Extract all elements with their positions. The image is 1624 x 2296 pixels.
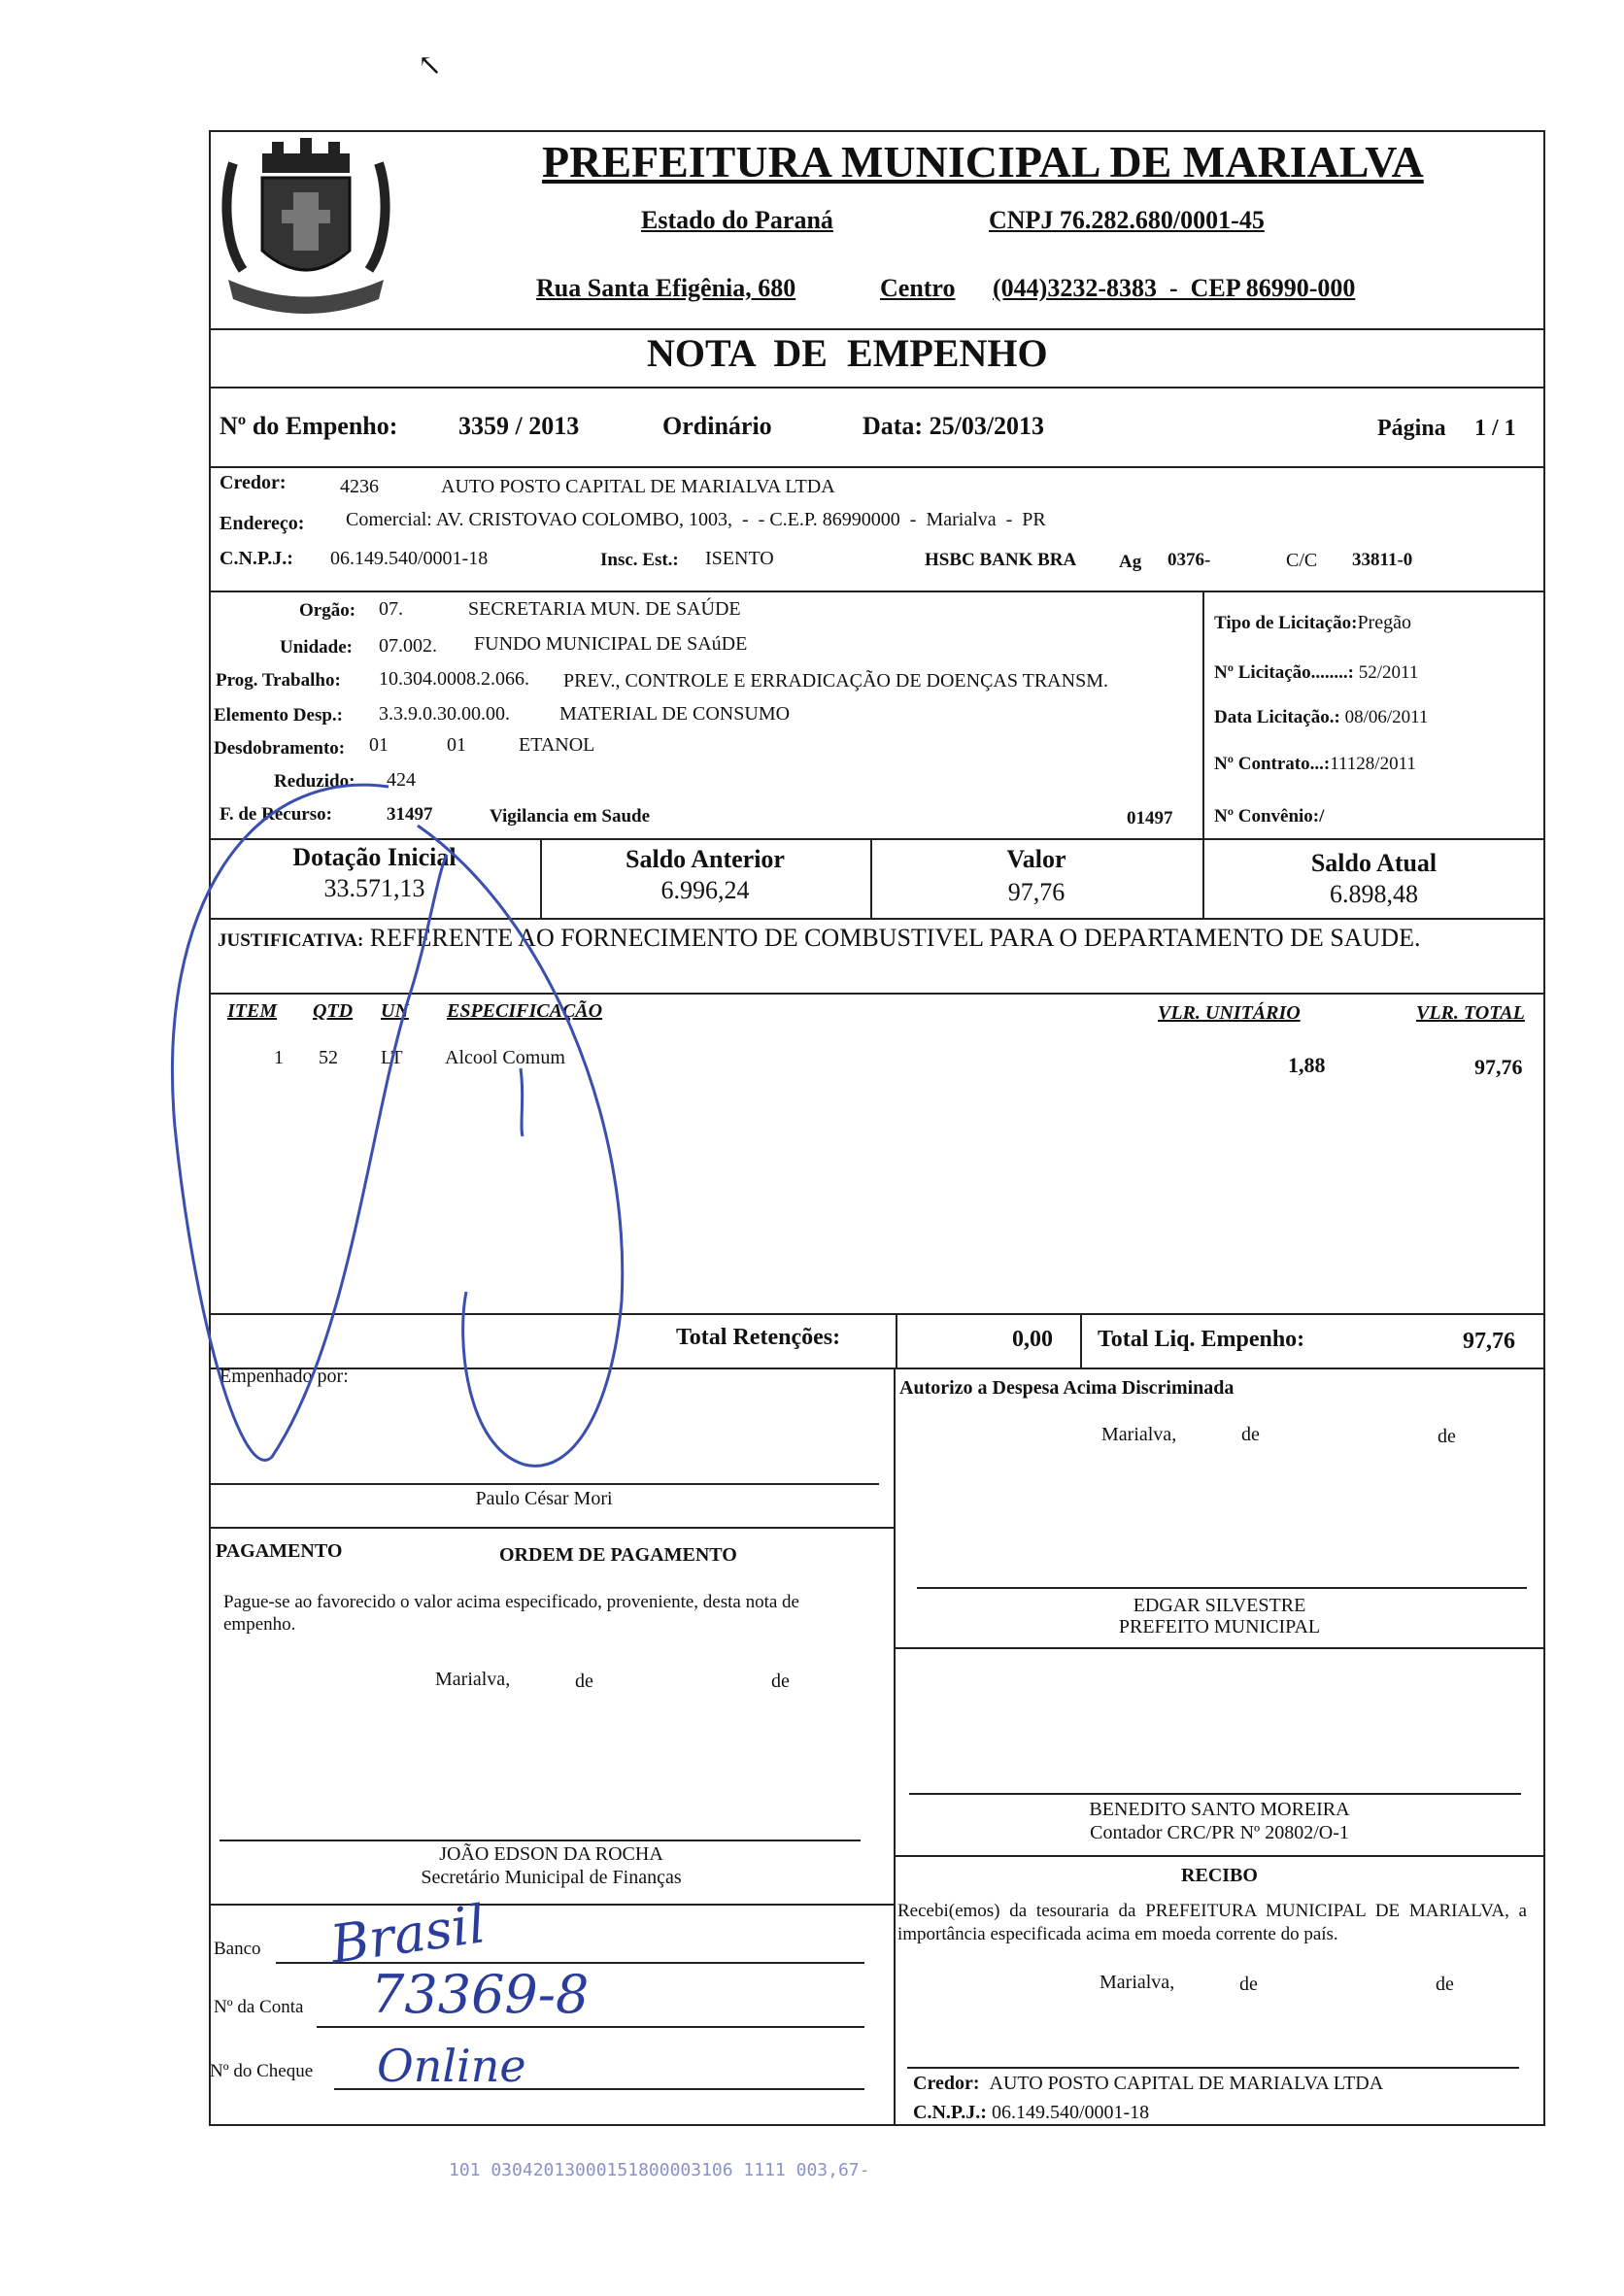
recibo-cnpj (913, 2102, 1149, 2124)
ag-label: Ag (1119, 552, 1142, 572)
valor-label: Valor (1006, 845, 1066, 873)
reduzido-value: 424 (387, 769, 416, 791)
prefeito-name: EDGAR SILVESTRE (1133, 1595, 1306, 1616)
seal-icon (214, 134, 398, 323)
recurso-name: Vigilancia em Saude (490, 806, 651, 827)
credor-code: 4236 (340, 476, 379, 497)
desdobramento-b: 01 (447, 734, 466, 756)
divider (894, 1647, 1545, 1649)
recibo-place: Marialva, (1100, 1972, 1175, 1993)
cnpj-label: C.N.P.J.: (220, 548, 293, 569)
conta-label: Nº da Conta (214, 1997, 304, 2017)
contador-name: BENEDITO SANTO MOREIRA (1089, 1799, 1350, 1820)
divider (209, 1904, 894, 1906)
recurso-code: 31497 (387, 804, 433, 825)
col-item: ITEM (227, 1000, 278, 1022)
prog-code: 10.304.0008.2.066. (379, 668, 529, 690)
recibo-label: RECIBO (1181, 1865, 1258, 1886)
item-vlr-total: 97,76 (1474, 1055, 1523, 1079)
recurso-label: F. de Recurso: (220, 804, 332, 825)
col-especificacao: ESPECIFICAÇÃO (447, 1000, 603, 1022)
dotacao-value: 33.571,13 (323, 874, 425, 902)
divider (894, 1367, 896, 2126)
item-vlr-unitario: 1,88 (1288, 1053, 1326, 1077)
ag-value: 0376- (1167, 550, 1211, 570)
recibo-text: Recebi(emos) da tesouraria da PREFEITURA MUNICIPAL DE MARIALVA, a importância especificada acima em moeda corrente do país. (897, 1901, 1527, 1944)
saldo-atual-value: 6.898,48 (1330, 880, 1418, 908)
autorizo-label: Autorizo a Despesa Acima Discriminada (899, 1377, 1235, 1399)
col-vlr-total: VLR. TOTAL (1416, 1002, 1525, 1024)
item-number: 1 (274, 1047, 284, 1068)
banco-handwriting: Brasil (326, 1893, 490, 1975)
conta-handwriting: 73369-8 (371, 1964, 590, 2025)
banco-label: Banco (214, 1939, 261, 1959)
divider (896, 1313, 897, 1367)
data-licitacao-label-text: Data Licitação.: (1214, 707, 1340, 727)
unidade-label: Unidade: (280, 637, 353, 658)
cheque-label: Nº do Cheque (210, 2061, 314, 2081)
divider (209, 387, 1545, 388)
autorizo-de1: de (1241, 1424, 1260, 1445)
divider (209, 1313, 1545, 1315)
signature-line (220, 1840, 861, 1841)
divider (894, 1855, 1545, 1857)
secretario-role: Secretário Municipal de Finanças (421, 1867, 682, 1888)
num-licitacao-label-text: Nº Licitação........: (1214, 662, 1354, 683)
footer-code: 101 03042013000151800003106 1111 003,67- (449, 2160, 870, 2180)
data-licitacao-label (1214, 707, 1428, 728)
divider (209, 1527, 894, 1529)
tipo-licitacao-label (1214, 612, 1411, 634)
insc-value: ISENTO (705, 548, 774, 569)
elemento-label: Elemento Desp.: (214, 705, 343, 726)
justificativa-label: JUSTIFICATIVA: (218, 930, 364, 951)
signature-line (907, 2067, 1519, 2069)
desdobramento-label: Desdobramento: (214, 738, 346, 759)
contrato-label (1214, 754, 1416, 775)
col-qtd: QTD (313, 1000, 354, 1022)
contrato-label-text: Nº Contrato...: (1214, 754, 1331, 774)
orgao-name: SECRETARIA MUN. DE SAÚDE (468, 598, 741, 620)
recurso-number: 01497 (1127, 808, 1173, 828)
cc-label: C/C (1286, 550, 1318, 571)
col-un: UN (381, 1000, 409, 1022)
divider (209, 918, 1545, 920)
empenhado-name: Paulo César Mori (475, 1488, 613, 1509)
ordem-pagamento-label: ORDEM DE PAGAMENTO (499, 1544, 737, 1566)
header-state: Estado do Paraná (641, 206, 833, 234)
retencoes-value: 0,00 (1012, 1327, 1053, 1352)
recibo-cnpj-label: C.N.P.J.: (913, 2102, 987, 2123)
recibo-credor-name: AUTO POSTO CAPITAL DE MARIALVA LTDA (989, 2073, 1384, 2094)
address-label: Endereço: (220, 513, 305, 534)
cc-value: 33811-0 (1352, 550, 1413, 570)
desdobramento-name: ETANOL (519, 734, 595, 756)
num-licitacao-label (1214, 662, 1418, 684)
autorizo-de2: de (1438, 1426, 1456, 1447)
convenio-label: Nº Convênio:/ (1214, 806, 1325, 827)
col-vlr-unitario: VLR. UNITÁRIO (1158, 1002, 1301, 1024)
prog-label: Prog. Trabalho: (216, 670, 341, 691)
recibo-cnpj-value: 06.149.540/0001-18 (991, 2102, 1150, 2123)
empenhado-label: Empenhado por: (220, 1366, 349, 1387)
saldo-atual-label: Saldo Atual (1310, 849, 1438, 877)
valor-value: 97,76 (1007, 878, 1066, 906)
cheque-handwriting: Online (377, 2040, 526, 2092)
empenho-type: Ordinário (662, 412, 772, 440)
empenho-number: 3359 / 2013 (458, 412, 580, 440)
desdobramento-a: 01 (369, 734, 389, 756)
num-licitacao-value: 52/2011 (1358, 662, 1419, 683)
document-title: NOTA DE EMPENHO (647, 331, 1048, 375)
pagamento-place: Marialva, (435, 1669, 511, 1690)
divider (1202, 591, 1204, 839)
orgao-label: Orgão: (299, 600, 356, 621)
header-title: PREFEITURA MUNICIPAL DE MARIALVA (542, 137, 1424, 186)
empenho-label: Nº do Empenho: (220, 412, 398, 440)
recibo-de1: de (1239, 1974, 1258, 1995)
pagamento-de1: de (575, 1671, 593, 1692)
orgao-code: 07. (379, 598, 403, 620)
retencoes-label: Total Retenções: (676, 1325, 841, 1350)
justificativa-text: REFERENTE AO FORNECIMENTO DE COMBUSTIVEL PARA O DEPARTAMENTO DE SAUDE. (369, 924, 1421, 952)
credor-name: AUTO POSTO CAPITAL DE MARIALVA LTDA (441, 476, 835, 497)
dotacao-label: Dotação Inicial (292, 843, 457, 871)
divider (209, 838, 1545, 840)
data-licitacao-value: 08/06/2011 (1344, 707, 1429, 727)
pagamento-text: Pague-se ao favorecido o valor acima especificado, proveniente, desta nota de empenho. (223, 1592, 799, 1635)
pagamento-de2: de (771, 1671, 790, 1692)
page-number: 1 / 1 (1474, 416, 1516, 441)
credor-address: Comercial: AV. CRISTOVAO COLOMBO, 1003, - - C.E.P. 86990000 - Marialva - PR (346, 509, 1046, 530)
insc-label: Insc. Est.: (600, 550, 679, 570)
coat-of-arms-seal (214, 134, 398, 323)
item-un: LT (381, 1047, 403, 1068)
liq-empenho-value: 97,76 (1463, 1329, 1515, 1354)
signature-line (209, 1483, 879, 1485)
recibo-credor (913, 2073, 1383, 2095)
reduzido-label: Reduzido: (274, 771, 355, 792)
contrato-value: 11128/2011 (1330, 754, 1416, 774)
bank-name: HSBC BANK BRA (925, 550, 1077, 570)
justificativa (218, 923, 1519, 957)
signature-line (917, 1587, 1527, 1589)
unidade-code: 07.002. (379, 635, 437, 657)
recibo-credor-label: Credor: (913, 2073, 980, 2094)
item-especificacao: Alcool Comum (445, 1047, 565, 1068)
empenho-date: Data: 25/03/2013 (863, 412, 1045, 440)
contador-role: Contador CRC/PR Nº 20802/O-1 (1090, 1822, 1349, 1843)
saldo-anterior-value: 6.996,24 (660, 876, 750, 904)
tipo-licitacao-value: Pregão (1357, 612, 1411, 633)
divider (209, 993, 1545, 995)
prefeito-role: PREFEITO MUNICIPAL (1118, 1616, 1321, 1638)
credor-label: Credor: (220, 472, 287, 493)
saldo-anterior-label: Saldo Anterior (626, 845, 785, 873)
liq-empenho-label: Total Liq. Empenho: (1098, 1327, 1305, 1352)
divider (1080, 1313, 1082, 1367)
credor-cnpj: 06.149.540/0001-18 (330, 548, 489, 569)
elemento-name: MATERIAL DE CONSUMO (559, 703, 791, 725)
header-street: Rua Santa Efigênia, 680 (536, 274, 796, 302)
autorizo-place: Marialva, (1101, 1424, 1177, 1445)
recibo-de2: de (1436, 1974, 1454, 1995)
unidade-name: FUNDO MUNICIPAL DE SAúDE (474, 633, 748, 655)
divider (209, 466, 1545, 468)
item-qtd: 52 (319, 1047, 338, 1068)
prog-name: PREV., CONTROLE E ERRADICAÇÃO DE DOENÇAS TRANSM. (563, 670, 1108, 692)
header-district: Centro (880, 274, 956, 302)
divider (209, 1367, 1545, 1369)
secretario-name: JOÃO EDSON DA ROCHA (439, 1843, 663, 1865)
header-cnpj: CNPJ 76.282.680/0001-45 (989, 206, 1265, 234)
divider (209, 591, 1545, 592)
header-phone-cep: (044)3232-8383 - CEP 86990-000 (993, 274, 1356, 302)
scan-mark: ↖ (418, 50, 443, 82)
pagamento-label: PAGAMENTO (216, 1540, 343, 1562)
signature-line (909, 1793, 1521, 1795)
tipo-licitacao-label-text: Tipo de Licitação: (1214, 613, 1358, 633)
elemento-code: 3.3.9.0.30.00.00. (379, 703, 510, 725)
page-label: Página (1377, 416, 1446, 441)
conta-line (317, 2026, 864, 2028)
